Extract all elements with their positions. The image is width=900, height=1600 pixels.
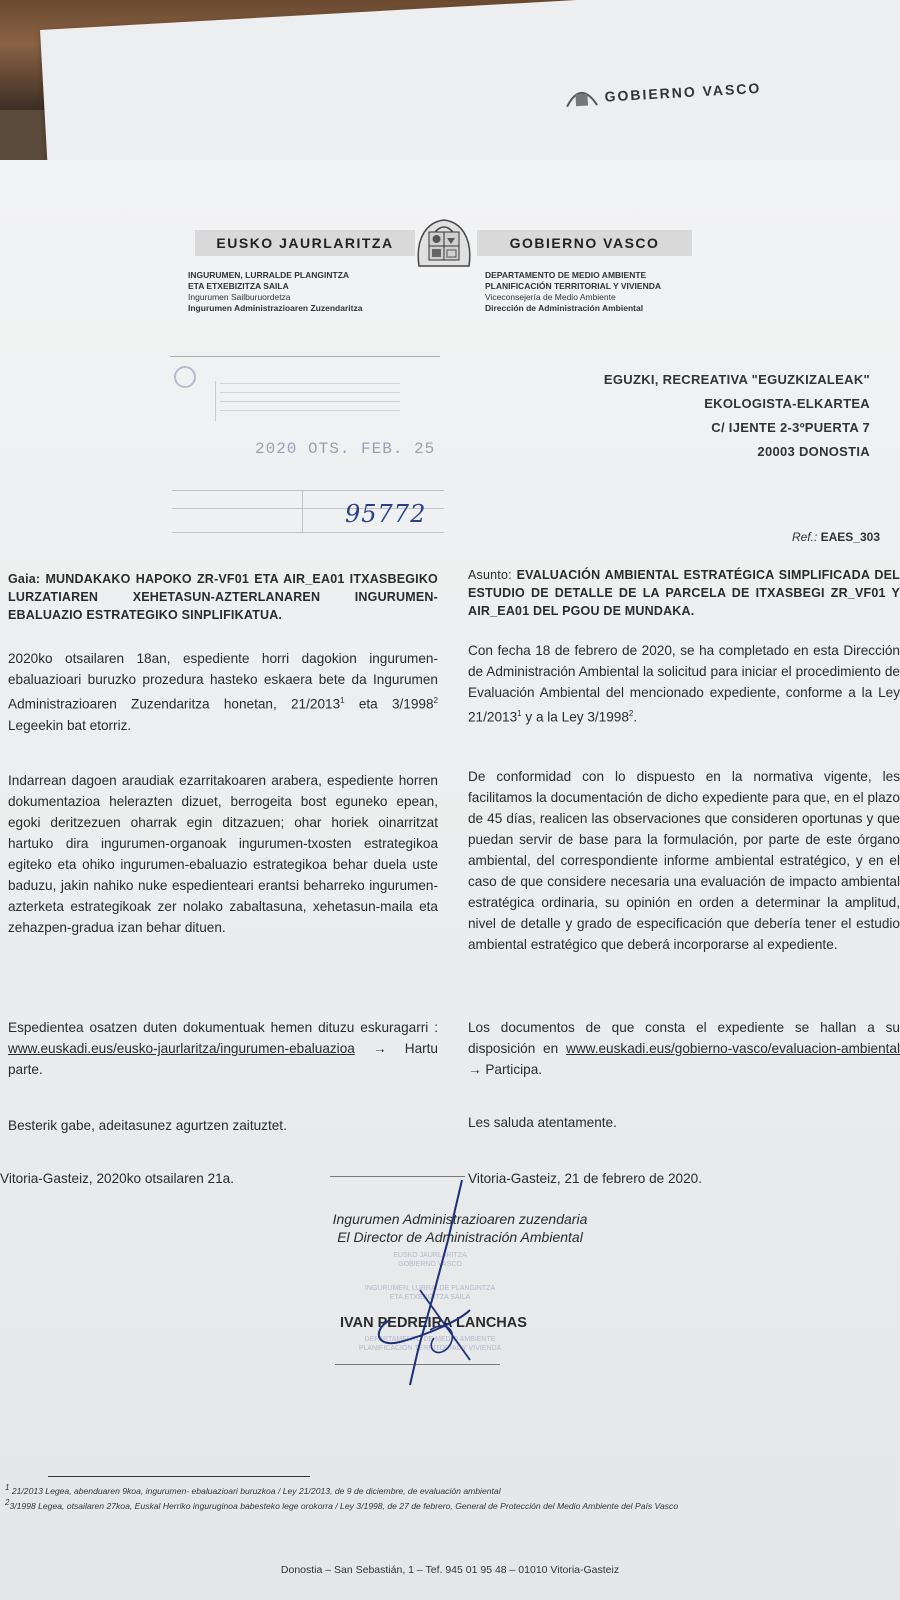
- paragraph-text: Legeekin bat etorriz.: [8, 717, 132, 733]
- basque-paragraph-1: [8, 648, 438, 736]
- divider: [330, 1176, 465, 1177]
- stamp-line: EUSKO JAURLARITZA: [393, 1252, 467, 1259]
- reference-label: Ref.:: [791, 530, 818, 544]
- basque-paragraph-3: [8, 1017, 438, 1080]
- coat-of-arms-icon: [564, 85, 599, 109]
- recipient-line: EGUZKI, RECREATIVA "EGUZKIZALEAK": [603, 372, 870, 387]
- stamp-line: DEPARTAMENTO DE MEDIO AMBIENTE: [364, 1336, 496, 1343]
- letterhead: [195, 230, 710, 256]
- dept-line: PLANIFICACIÓN TERRITORIAL Y VIVIENDA: [485, 281, 662, 291]
- footnote-1: [5, 1482, 900, 1497]
- paragraph-text: y a la Ley 3/1998: [521, 709, 629, 725]
- basque-closing: Besterik gabe, adeitasunez agurtzen zaituztet.: [8, 1118, 287, 1133]
- spanish-subject: [468, 566, 900, 620]
- footnote-ref: 1: [517, 709, 522, 718]
- registry-number: 95772: [345, 500, 427, 528]
- paragraph-text: .: [633, 709, 638, 725]
- stamp-line: GOBIERNO VASCO: [398, 1260, 462, 1268]
- signatory-title-es: El Director de Administración Ambiental: [337, 1229, 583, 1245]
- coat-of-arms-icon: [413, 216, 475, 270]
- divider: [302, 490, 303, 532]
- subject-label: Asunto:: [468, 568, 512, 582]
- divider: [170, 356, 440, 357]
- stamp-line: PLANIFICACIÓN TERRITORIAL Y VIVIENDA: [358, 1344, 502, 1352]
- spanish-closing: Les saluda atentamente.: [468, 1115, 617, 1130]
- recipient-line: 20003 DONOSTIA: [757, 444, 870, 459]
- paragraph-text: eta 3/1998: [344, 696, 434, 712]
- back-sheet-title: GOBIERNO VASCO: [604, 79, 762, 105]
- paragraph-text: Espedientea osatzen duten dokumentuak hemen dituzu eskuragarri :: [8, 1020, 438, 1035]
- stamp-emblem-icon: [170, 365, 200, 389]
- letterhead-basque-title: EUSKO JAURLARITZA: [195, 230, 415, 256]
- paragraph-text: Con fecha 18 de febrero de 2020, se ha completado en esta Dirección de Administración Ambiental la solicitud para iniciar el procedimiento de Evaluación Ambiental del mencionado expediente, conforme a la Ley 21/2013: [468, 643, 900, 725]
- department-spanish: [485, 270, 661, 314]
- faint-registry-stamp: [170, 365, 430, 425]
- dept-line: ETA ETXEBIZITZA SAILA: [188, 281, 289, 291]
- reference: [792, 530, 880, 544]
- reference-value: EAES_303: [820, 530, 880, 544]
- footnote-text: 3/1998 Legea, otsailaren 27koa, Euskal Herriko inguruginoa babesteko lege orokorra / Ley 3/1998, de 27 de febrero, General de Protección del Medio Ambiente del País Vasco: [9, 1500, 679, 1511]
- footnote-divider: [48, 1476, 310, 1477]
- footnote-ref: 2: [433, 696, 438, 705]
- handwritten-signature: [370, 1180, 490, 1390]
- subject-text: EVALUACIÓN AMBIENTAL ESTRATÉGICA SIMPLIFICADA DEL ESTUDIO DE DETALLE DE LA PARCELA DE ITXASBEGI ZR_VF01 Y AIR_EA01 DEL PGOU DE MUNDAKA.: [468, 568, 900, 618]
- spanish-place-date: Vitoria-Gasteiz, 21 de febrero de 2020.: [468, 1171, 703, 1186]
- paragraph-text: → Hartu parte.: [8, 1041, 438, 1077]
- footnote-ref: 2: [628, 709, 634, 718]
- stamp-line: ETA ETXEBIZITZA SAILA: [389, 1293, 471, 1301]
- recipient-address: [604, 368, 870, 464]
- footnote-mark: 1: [5, 1483, 10, 1492]
- dept-line: DEPARTAMENTO DE MEDIO AMBIENTE: [485, 270, 647, 280]
- subject-label: Gaia:: [8, 572, 41, 586]
- divider: [172, 532, 444, 533]
- footnote-text: 21/2013 Legea, abenduaren 9koa, ingurumen- ebaluazioari buruzkoa / Ley 21/2013, de 9 de diciembre, de evaluación ambiental: [11, 1485, 501, 1496]
- footer-address: Donostia – San Sebastián, 1 – Tef. 945 01 95 48 – 01010 Vitoria-Gasteiz: [280, 1564, 620, 1576]
- recipient-line: EKOLOGISTA-ELKARTEA: [704, 396, 870, 411]
- subject-text: MUNDAKAKO HAPOKO ZR-VF01 ETA AIR_EA01 ITXASBEGIKO LURZATIAREN XEHETASUN-AZTERLANAREN INGURUMEN-EBALUAZIO ESTRATEGIKO SINPLIFIKATUA.: [8, 572, 438, 622]
- footnote-ref: 1: [340, 696, 345, 705]
- paragraph-text: → Participa.: [468, 1062, 543, 1077]
- department-basque: [188, 270, 362, 314]
- footnotes: [5, 1482, 900, 1512]
- spanish-link[interactable]: www.euskadi.eus/gobierno-vasco/evaluacion-ambiental: [566, 1041, 900, 1056]
- basque-paragraph-2: Indarrean dagoen araudiak ezarritakoaren arabera, espediente horren dokumentazioa helerazten dizuet, berrogeita bost eguneko epean, egoki deritzezuen oharrak egin ditzazuen; ohar horiek oinarritzat hartuko dira ingurumen-organoak ingurumen-txosten estrategikoa egiteko eta ohiko ingurumen-ebaluazio estrategikoa behar duela uste baduzu, jakin nahiko nuke espedienteari erantsi beharreko ingurumen-azterketa estrategikoak zer nolako zabaltasuna, xehetasun-maila eta zehazpen-gradua izan behar dituen.: [8, 773, 438, 935]
- paragraph-text: Los documentos de que consta el expediente se hallan a su disposición en: [468, 1020, 900, 1056]
- dept-line: Ingurumen Sailburuordetza: [188, 292, 291, 302]
- footnote-mark: 2: [5, 1497, 10, 1507]
- basque-subject: [8, 570, 438, 624]
- basque-link[interactable]: www.euskadi.eus/eusko-jaurlaritza/ingurumen-ebaluazioa: [8, 1041, 355, 1056]
- signatory-title-eu: Ingurumen Administrazioaren zuzendaria: [332, 1211, 588, 1227]
- letter-page: [0, 160, 900, 1600]
- signatory-name: IVAN PEDREIRA LANCHAS: [340, 1315, 527, 1331]
- spanish-paragraph-3: [468, 1017, 900, 1080]
- paragraph-text: 2020ko otsailaren 18an, espediente horri dagokion ingurumen-ebaluazioari buruzko prozedura hasteko eskaera bete da Ingurumen Administrazioaren Zuzendaritza honetan, 21/2013: [8, 651, 438, 712]
- spanish-paragraph-1: [468, 640, 900, 728]
- dept-line: Viceconsejería de Medio Ambiente: [485, 292, 616, 302]
- stamp-line: INGURUMEN, LURRALDE PLANGINTZA: [364, 1285, 496, 1292]
- basque-place-date: Vitoria-Gasteiz, 2020ko otsailaren 21a.: [0, 1171, 235, 1186]
- spanish-paragraph-2: De conformidad con lo dispuesto en la normativa vigente, les facilitamos la documentación de dicho expediente para que, en el plazo de 45 días, realicen las observaciones que consideren oportunas y que puedan servir de base para la formulación, por parte de este órgano ambiental, del correspondiente informe ambiental estratégico, y en el caso de que considere necesaria una evaluación de impacto ambiental estratégica ordinaria, su opinión en orden a determinar la amplitud, nivel de detalle y grado de especificación que debería tener el estudio ambiental estratégico que deberá incorporarse al expediente.: [468, 769, 900, 952]
- registry-date-stamp: 2020 OTS. FEB. 25: [255, 440, 436, 458]
- letterhead-spanish-title: GOBIERNO VASCO: [477, 230, 692, 256]
- footnote-2: [5, 1497, 900, 1512]
- recipient-line: C/ IJENTE 2-3ºPUERTA 7: [711, 420, 870, 435]
- divider: [172, 490, 444, 491]
- dept-line: Ingurumen Administrazioaren Zuzendaritza: [188, 303, 363, 313]
- dept-line: INGURUMEN, LURRALDE PLANGINTZA: [188, 270, 350, 280]
- dept-line: Dirección de Administración Ambiental: [485, 303, 644, 313]
